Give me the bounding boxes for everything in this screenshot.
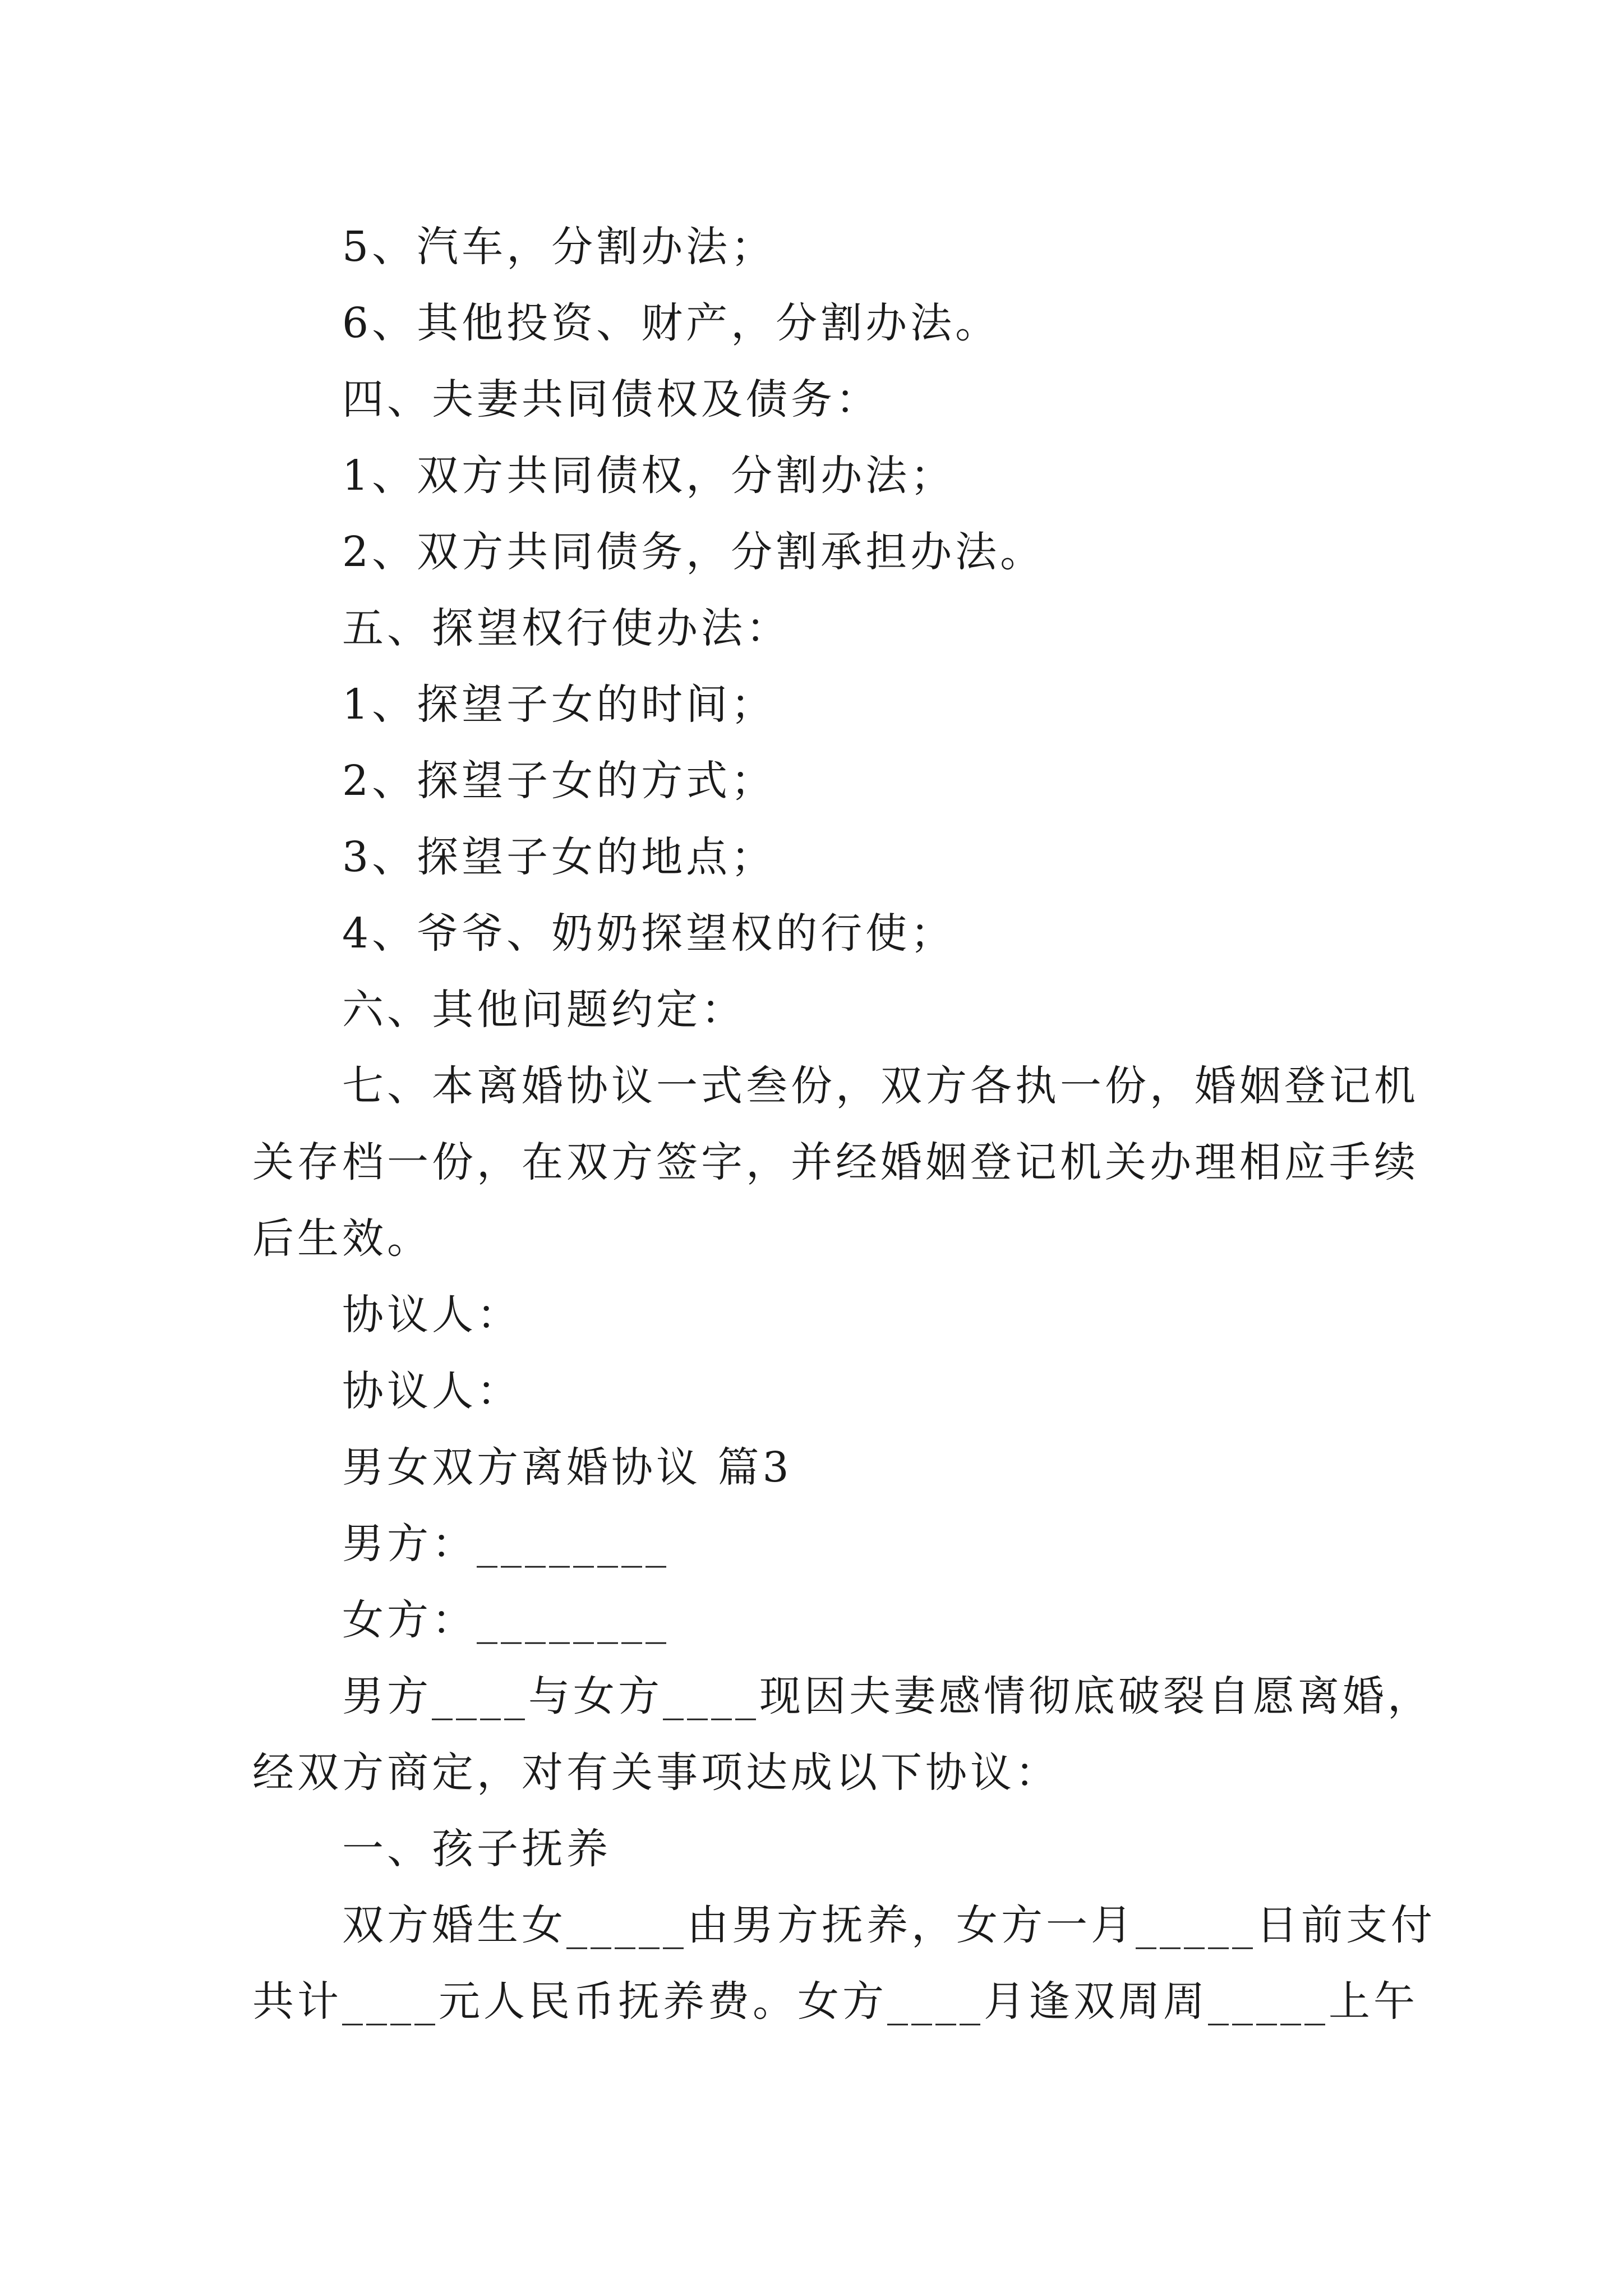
document-body — [252, 209, 1436, 2040]
section-heading-1-child-custody: 一、孩子抚养 — [342, 1825, 611, 1873]
intro-line-1: 男方____与女方____现因夫妻感情彻底破裂自愿离婚， — [342, 1672, 1432, 1720]
intro-line-2: 经双方商定，对有关事项达成以下协议： — [252, 1749, 1060, 1797]
custody-line-2: 共计____元人民币抚养费。女方____月逢双周周_____上午 — [252, 1977, 1418, 2026]
signatory-label-1: 协议人： — [342, 1291, 522, 1339]
paragraph-grandparents-visitation: 4、爷爷、奶奶探望权的行使； — [342, 909, 956, 958]
female-party-field: 女方：________ — [342, 1596, 670, 1644]
paragraph-visit-place: 3、探望子女的地点； — [342, 833, 776, 881]
section-heading-5-visitation: 五、探望权行使办法： — [342, 604, 791, 652]
paragraph-joint-debt: 2、双方共同债务，分割承担办法。 — [342, 528, 1045, 576]
paragraph-joint-credit: 1、双方共同债权，分割办法； — [342, 452, 956, 500]
section-7-copies-line-1: 七、本离婚协议一式叁份，双方各执一份，婚姻登记机 — [342, 1062, 1419, 1110]
section-heading-6-other: 六、其他问题约定： — [342, 986, 746, 1034]
paragraph-item-6-other-investments: 6、其他投资、财产，分割办法。 — [342, 299, 1000, 347]
paragraph-visit-time: 1、探望子女的时间； — [342, 680, 776, 729]
paragraph-item-5-car: 5、汽车，分割办法； — [342, 223, 776, 271]
section-7-copies-line-3: 后生效。 — [252, 1214, 432, 1263]
agreement-title-part-3: 男女双方离婚协议 篇3 — [342, 1443, 792, 1492]
section-7-copies-line-2: 关存档一份，在双方签字，并经婚姻登记机关办理相应手续 — [252, 1138, 1419, 1186]
section-heading-4-debts: 四、夫妻共同债权及债务： — [342, 375, 880, 424]
custody-line-1: 双方婚生女_____由男方抚养，女方一月_____日前支付 — [342, 1901, 1436, 1949]
male-party-field: 男方：________ — [342, 1520, 670, 1568]
signatory-label-2: 协议人： — [342, 1367, 522, 1415]
paragraph-visit-method: 2、探望子女的方式； — [342, 757, 776, 805]
